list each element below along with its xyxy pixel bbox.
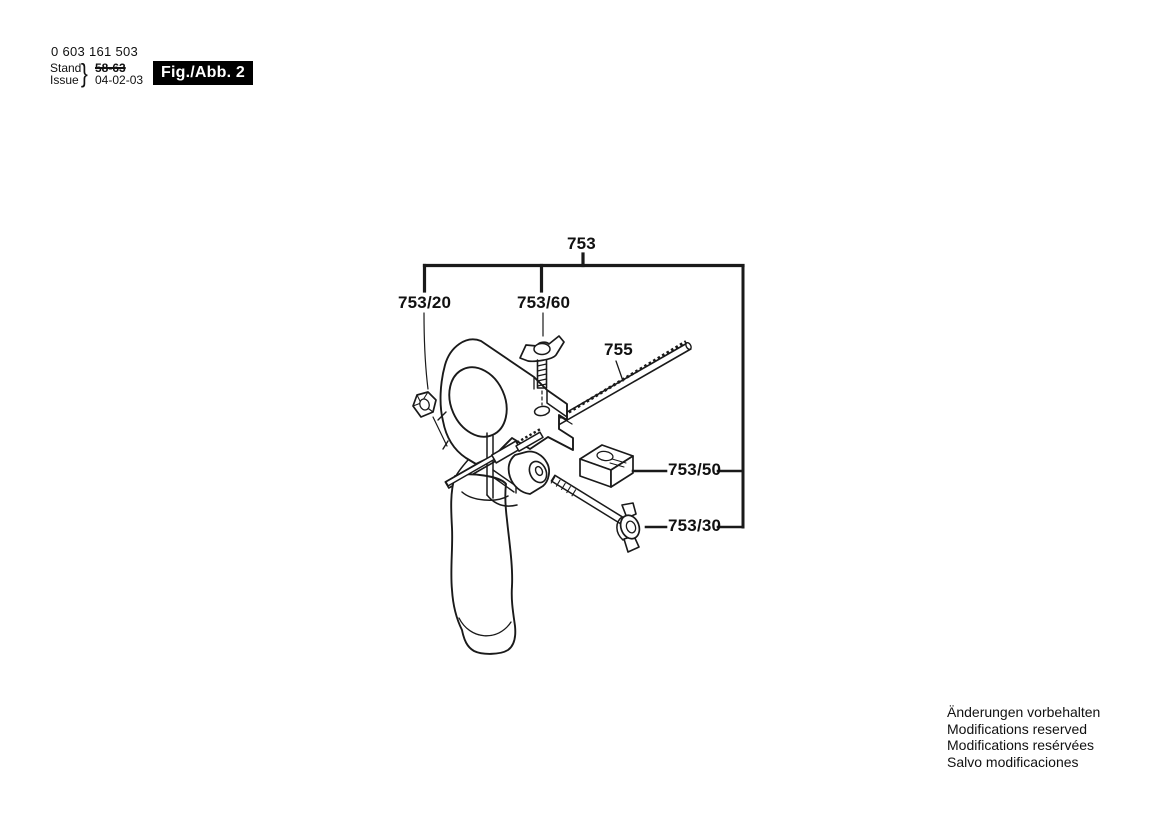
assembly-label-753: 753 xyxy=(567,234,596,253)
wing-bolt-drawing xyxy=(551,475,642,552)
modification-notes xyxy=(947,704,1100,770)
note-fr: Modifications resérvées xyxy=(947,737,1095,753)
part-label-753-60: 753/60 xyxy=(517,293,571,312)
part-label-753-30: 753/30 xyxy=(668,516,722,535)
handle-grip-drawing xyxy=(451,460,515,654)
issue-date: 04-02-03 xyxy=(95,73,144,87)
note-en: Modifications reserved xyxy=(947,720,1088,737)
issue-label: Issue xyxy=(50,73,79,87)
part-label-753-50: 753/50 xyxy=(668,460,722,479)
part-label-753-20: 753/20 xyxy=(398,293,452,312)
figure-number-badge: Fig./Abb. 2 xyxy=(153,61,253,85)
clamp-block-drawing xyxy=(580,445,633,487)
note-de: Änderungen vorbehalten xyxy=(947,704,1101,720)
document-part-number: 0 603 161 503 xyxy=(51,44,139,59)
note-es: Salvo modificaciones xyxy=(947,753,1079,770)
part-label-755: 755 xyxy=(604,340,633,359)
stand-label: Stand xyxy=(50,61,82,75)
date-brace: } xyxy=(80,58,88,88)
clamp-boss-drawing xyxy=(509,452,550,494)
hex-nut-drawing xyxy=(413,392,436,417)
superseded-date: 58-63 xyxy=(95,61,126,75)
